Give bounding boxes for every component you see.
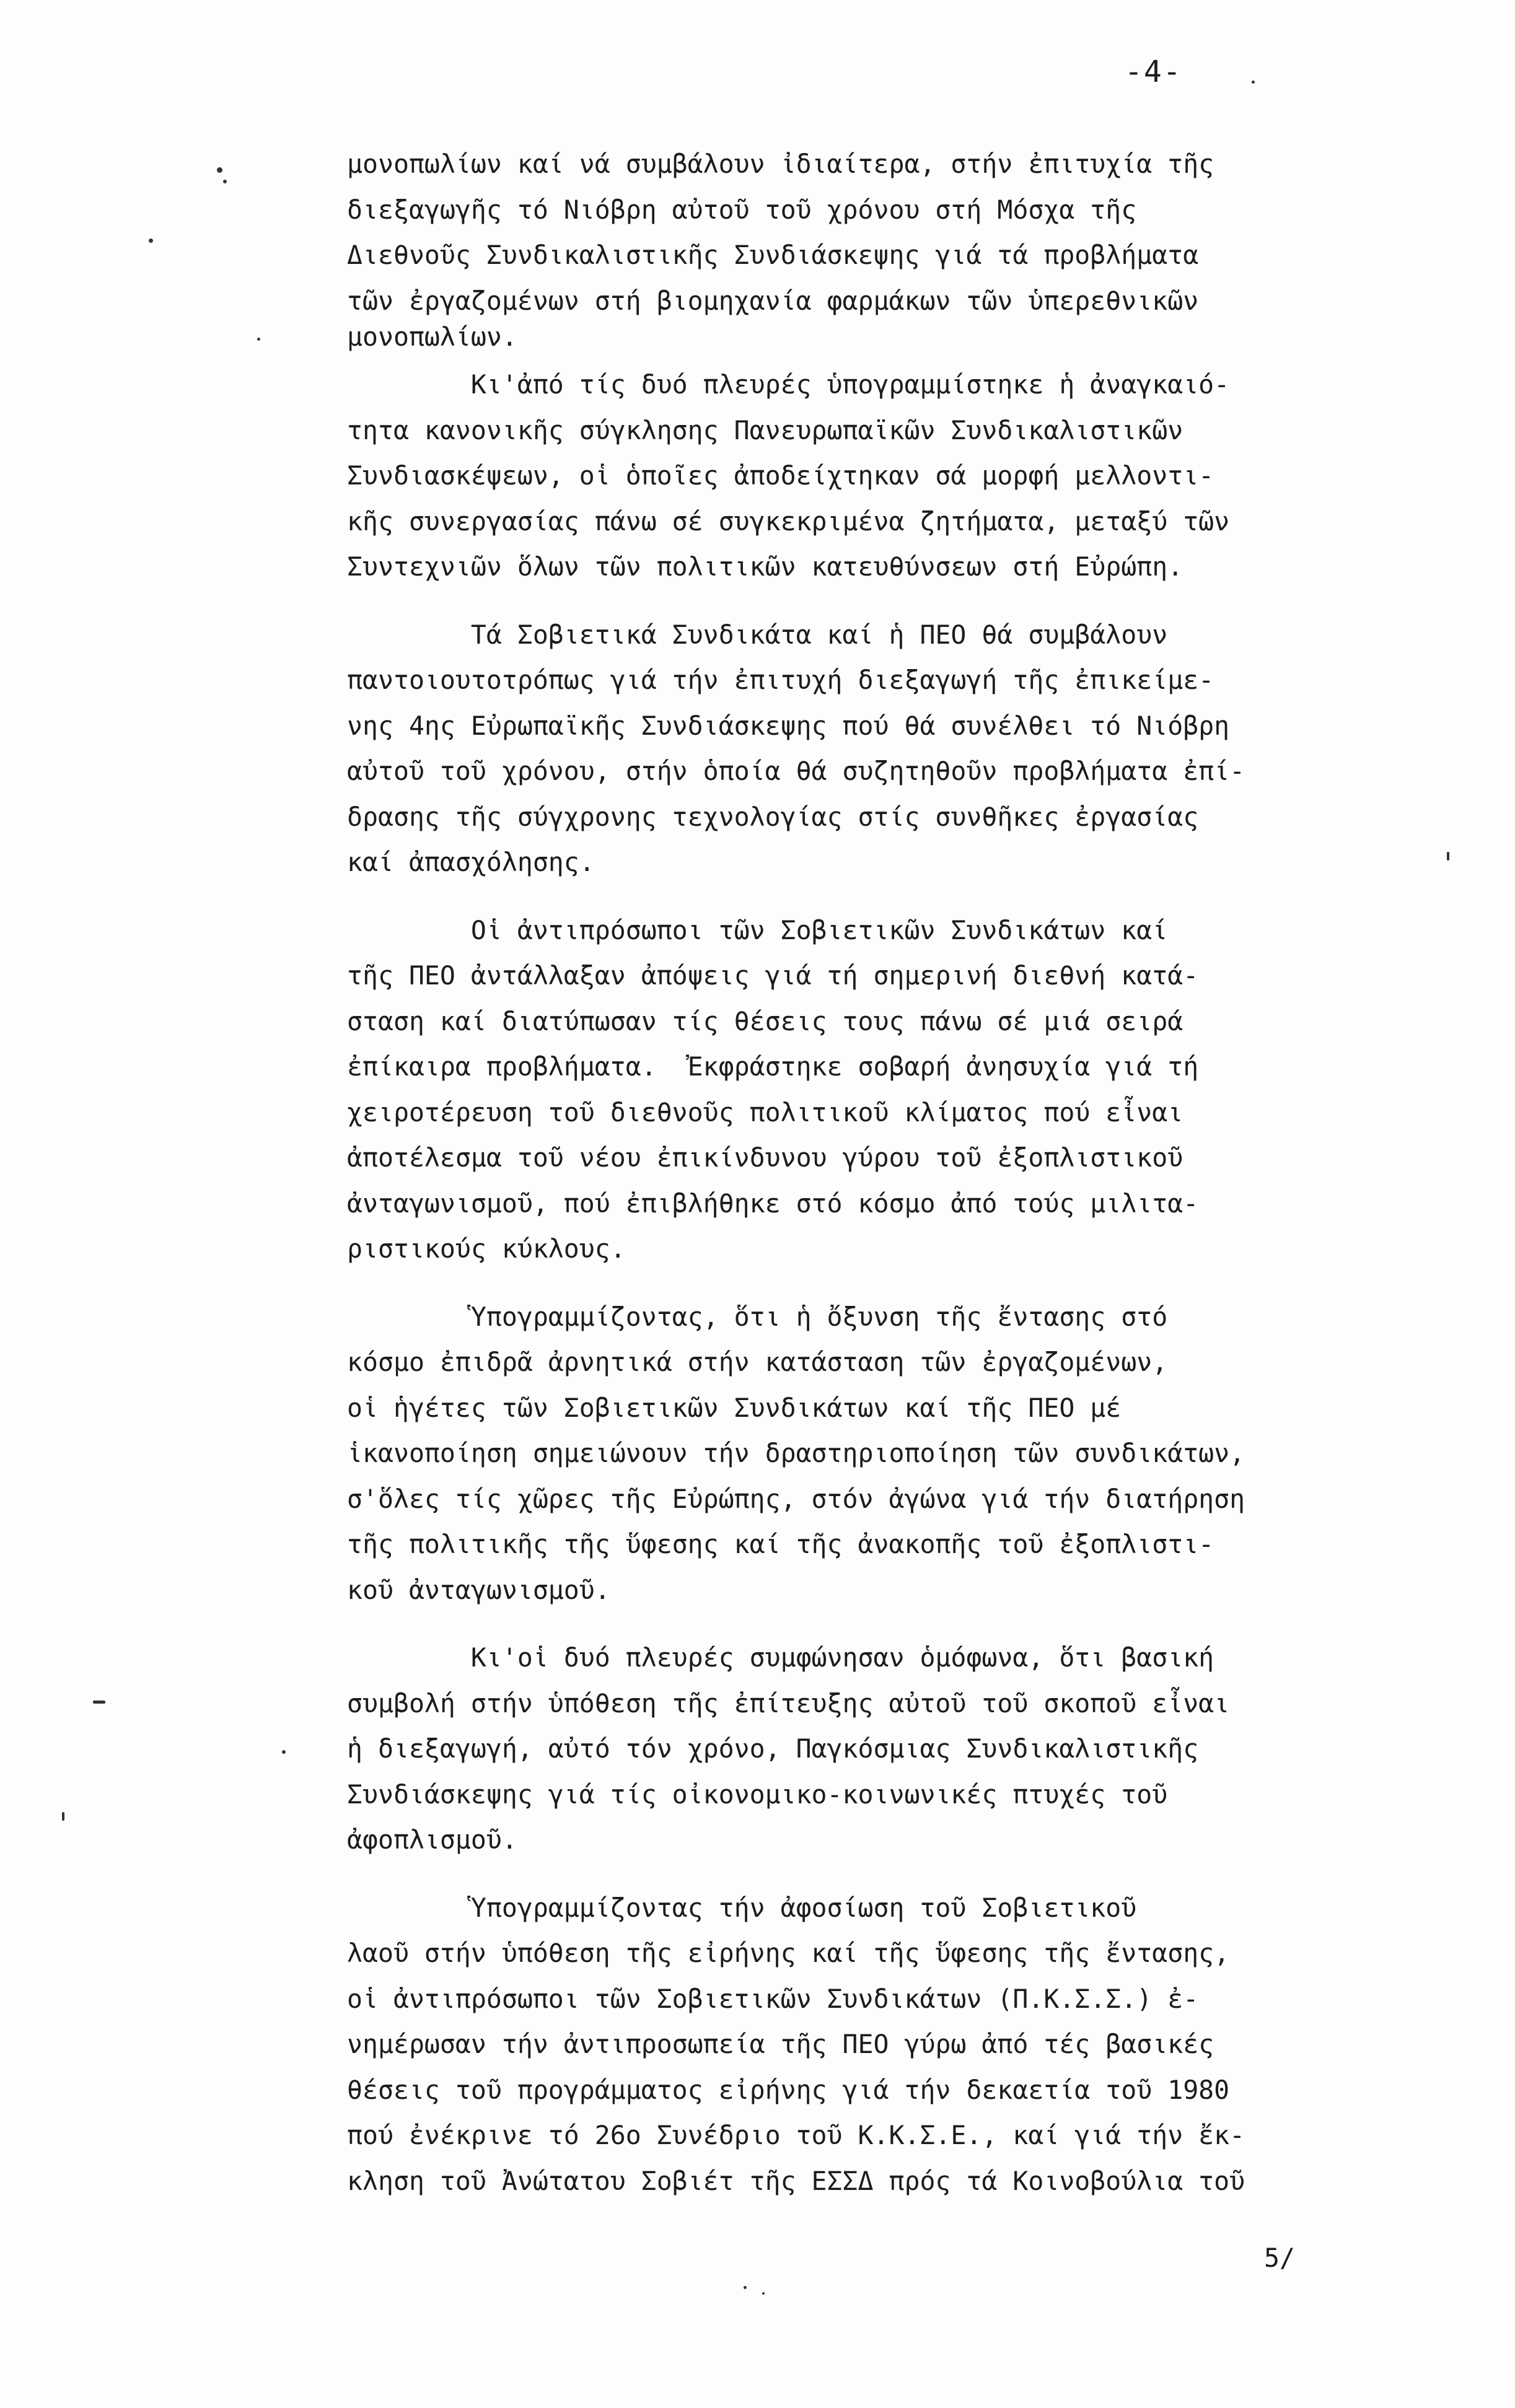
paragraph-5 bbox=[347, 1294, 1456, 1613]
scan-speck bbox=[149, 239, 153, 243]
text-line: Συνδιασκέψεων, οἱ ὁποῖες ἀποδείχτηκαν σά μορφή μελλοντι- bbox=[347, 460, 1214, 491]
text-line: χειροτέρευση τοῦ διεθνοῦς πολιτικοῦ κλίματος πού εἶναι bbox=[347, 1097, 1183, 1127]
text-line: οἱ ἡγέτες τῶν Σοβιετικῶν Συνδικάτων καί τῆς ΠΕΟ μέ bbox=[347, 1392, 1122, 1423]
text-line: τῶν ἐργαζομένων στή βιομηχανία φαρμάκων τῶν ὑπερεθνικῶν bbox=[347, 285, 1199, 316]
text-line: Διεθνοῦς Συνδικαλιστικῆς Συνδιάσκεψης γιά τά προβλήματα bbox=[347, 240, 1199, 270]
scan-speck bbox=[62, 1812, 64, 1821]
text-line: Συντεχνιῶν ὅλων τῶν πολιτικῶν κατευθύνσεων στή Εὐρώπη. bbox=[347, 551, 1183, 582]
text-line: νης 4ης Εὐρωπαϊκῆς Συνδιάσκεψης πού θά συνέλθει τό Νιόβρη bbox=[347, 710, 1230, 741]
continuation-marker: 5/ bbox=[1264, 2243, 1295, 2273]
text-line: διεξαγωγῆς τό Νιόβρη αὐτοῦ τοῦ χρόνου στή Μόσχα τῆς bbox=[347, 194, 1137, 225]
text-line: παντοιουτοτρόπως γιά τήν ἐπιτυχή διεξαγωγή τῆς ἐπικείμε- bbox=[347, 665, 1214, 695]
text-line: θέσεις τοῦ προγράμματος εἰρήνης γιά τήν δεκαετία τοῦ 1980 bbox=[347, 2074, 1230, 2105]
document-body bbox=[347, 141, 1456, 2204]
text-line: ἀνταγωνισμοῦ, πού ἐπιβλήθηκε στό κόσμο ἀπό τούς μιλιτα- bbox=[347, 1188, 1199, 1219]
text-line: κοῦ ἀνταγωνισμοῦ. bbox=[347, 1574, 610, 1605]
text-line: Ὑπογραμμίζοντας, ὅτι ἡ ὄξυνση τῆς ἔντασης στό bbox=[347, 1301, 1168, 1332]
text-line: μονοπωλίων. bbox=[347, 322, 517, 352]
text-line: ἀποτέλεσμα τοῦ νέου ἐπικίνδυνου γύρου τοῦ ἐξοπλιστικοῦ bbox=[347, 1142, 1183, 1173]
paragraph-7 bbox=[347, 1885, 1456, 2204]
text-line: Οἱ ἀντιπρόσωποι τῶν Σοβιετικῶν Συνδικάτων καί bbox=[347, 914, 1168, 945]
scan-speck bbox=[217, 167, 222, 173]
text-line: νημέρωσαν τήν ἀντιπροσωπεία τῆς ΠΕΟ γύρω ἀπό τές βασικές bbox=[347, 2029, 1214, 2059]
paragraph-4 bbox=[347, 908, 1456, 1272]
scan-speck bbox=[1447, 852, 1449, 860]
text-line: τητα κανονικῆς σύγκλησης Πανευρωπαϊκῶν Συνδικαλιστικῶν bbox=[347, 414, 1183, 445]
text-line: τῆς ΠΕΟ ἀντάλλαξαν ἀπόψεις γιά τή σημερινή διεθνή κατά- bbox=[347, 960, 1199, 991]
text-line: ἡ διεξαγωγή, αὐτό τόν χρόνο, Παγκόσμιας Συνδικαλιστικῆς bbox=[347, 1733, 1199, 1764]
text-line: δρασης τῆς σύγχρονης τεχνολογίας στίς συνθῆκες ἐργασίας bbox=[347, 801, 1199, 832]
scan-speck bbox=[762, 2292, 765, 2295]
text-line: οἱ ἀντιπρόσωποι τῶν Σοβιετικῶν Συνδικάτων (Π.Κ.Σ.Σ.) ἐ- bbox=[347, 1983, 1199, 2014]
paragraph-3 bbox=[347, 612, 1456, 885]
text-line: Τά Σοβιετικά Συνδικάτα καί ἡ ΠΕΟ θά συμβάλουν bbox=[347, 619, 1168, 650]
text-line: λαοῦ στήν ὑπόθεση τῆς εἰρήνης καί τῆς ὕφεσης τῆς ἔντασης, bbox=[347, 1938, 1230, 1968]
text-line: μονοπωλίων καί νά συμβάλουν ἰδιαίτερα, στήν ἐπιτυχία τῆς bbox=[347, 149, 1214, 179]
paragraph-1 bbox=[347, 141, 1456, 351]
text-line: Κι'ἀπό τίς δυό πλευρές ὑπογραμμίστηκε ἡ ἀναγκαιό- bbox=[347, 369, 1230, 400]
text-line: αὐτοῦ τοῦ χρόνου, στήν ὁποία θά συζητηθοῦν προβλήματα ἐπί- bbox=[347, 756, 1245, 786]
text-line: κόσμο ἐπιδρᾶ ἀρνητικά στήν κατάσταση τῶν ἐργαζομένων, bbox=[347, 1347, 1168, 1377]
scan-speck bbox=[223, 180, 227, 183]
page-number: -4- bbox=[1125, 55, 1182, 89]
paragraph-2 bbox=[347, 362, 1456, 590]
text-line: κῆς συνεργασίας πάνω σέ συγκεκριμένα ζητήματα, μεταξύ τῶν bbox=[347, 506, 1230, 536]
scan-speck bbox=[93, 1701, 105, 1704]
scan-speck bbox=[257, 338, 260, 341]
scan-speck bbox=[282, 1750, 286, 1754]
text-line: τῆς πολιτικῆς τῆς ὕφεσης καί τῆς ἀνακοπῆς τοῦ ἐξοπλιστι- bbox=[347, 1529, 1214, 1559]
text-line: Κι'οἱ δυό πλευρές συμφώνησαν ὁμόφωνα, ὅτι βασική bbox=[347, 1642, 1214, 1673]
paragraph-6 bbox=[347, 1635, 1456, 1863]
text-line: Συνδιάσκεψης γιά τίς οἰκονομικο-κοινωνικές πτυχές τοῦ bbox=[347, 1779, 1168, 1810]
text-line: καί ἀπασχόλησης. bbox=[347, 847, 595, 877]
text-line: ἀφοπλισμοῦ. bbox=[347, 1824, 517, 1855]
text-line: ριστικούς κύκλους. bbox=[347, 1233, 626, 1264]
text-line: ἱκανοποίηση σημειώνουν τήν δραστηριοποίηση τῶν συνδικάτων, bbox=[347, 1438, 1245, 1468]
text-line: σ'ὅλες τίς χῶρες τῆς Εὐρώπης, στόν ἀγώνα γιά τήν διατήρηση bbox=[347, 1483, 1245, 1514]
text-line: Ὑπογραμμίζοντας τήν ἀφοσίωση τοῦ Σοβιετικοῦ bbox=[347, 1892, 1137, 1923]
text-line: σταση καί διατύπωσαν τίς θέσεις τους πάνω σέ μιά σειρά bbox=[347, 1005, 1183, 1036]
text-line: πού ἐνέκρινε τό 26ο Συνέδριο τοῦ Κ.Κ.Σ.Ε., καί γιά τήν ἔκ- bbox=[347, 2120, 1245, 2150]
text-line: κληση τοῦ Ἀνώτατου Σοβιέτ τῆς ΕΣΣΔ πρός τά Κοινοβούλια τοῦ bbox=[347, 2165, 1245, 2196]
scan-speck bbox=[1252, 81, 1255, 84]
text-line: ἐπίκαιρα προβλήματα. Ἐκφράστηκε σοβαρή ἀνησυχία γιά τή bbox=[347, 1051, 1199, 1082]
scan-speck bbox=[744, 2286, 747, 2289]
text-line: συμβολή στήν ὑπόθεση τῆς ἐπίτευξης αὐτοῦ τοῦ σκοποῦ εἶναι bbox=[347, 1688, 1230, 1718]
